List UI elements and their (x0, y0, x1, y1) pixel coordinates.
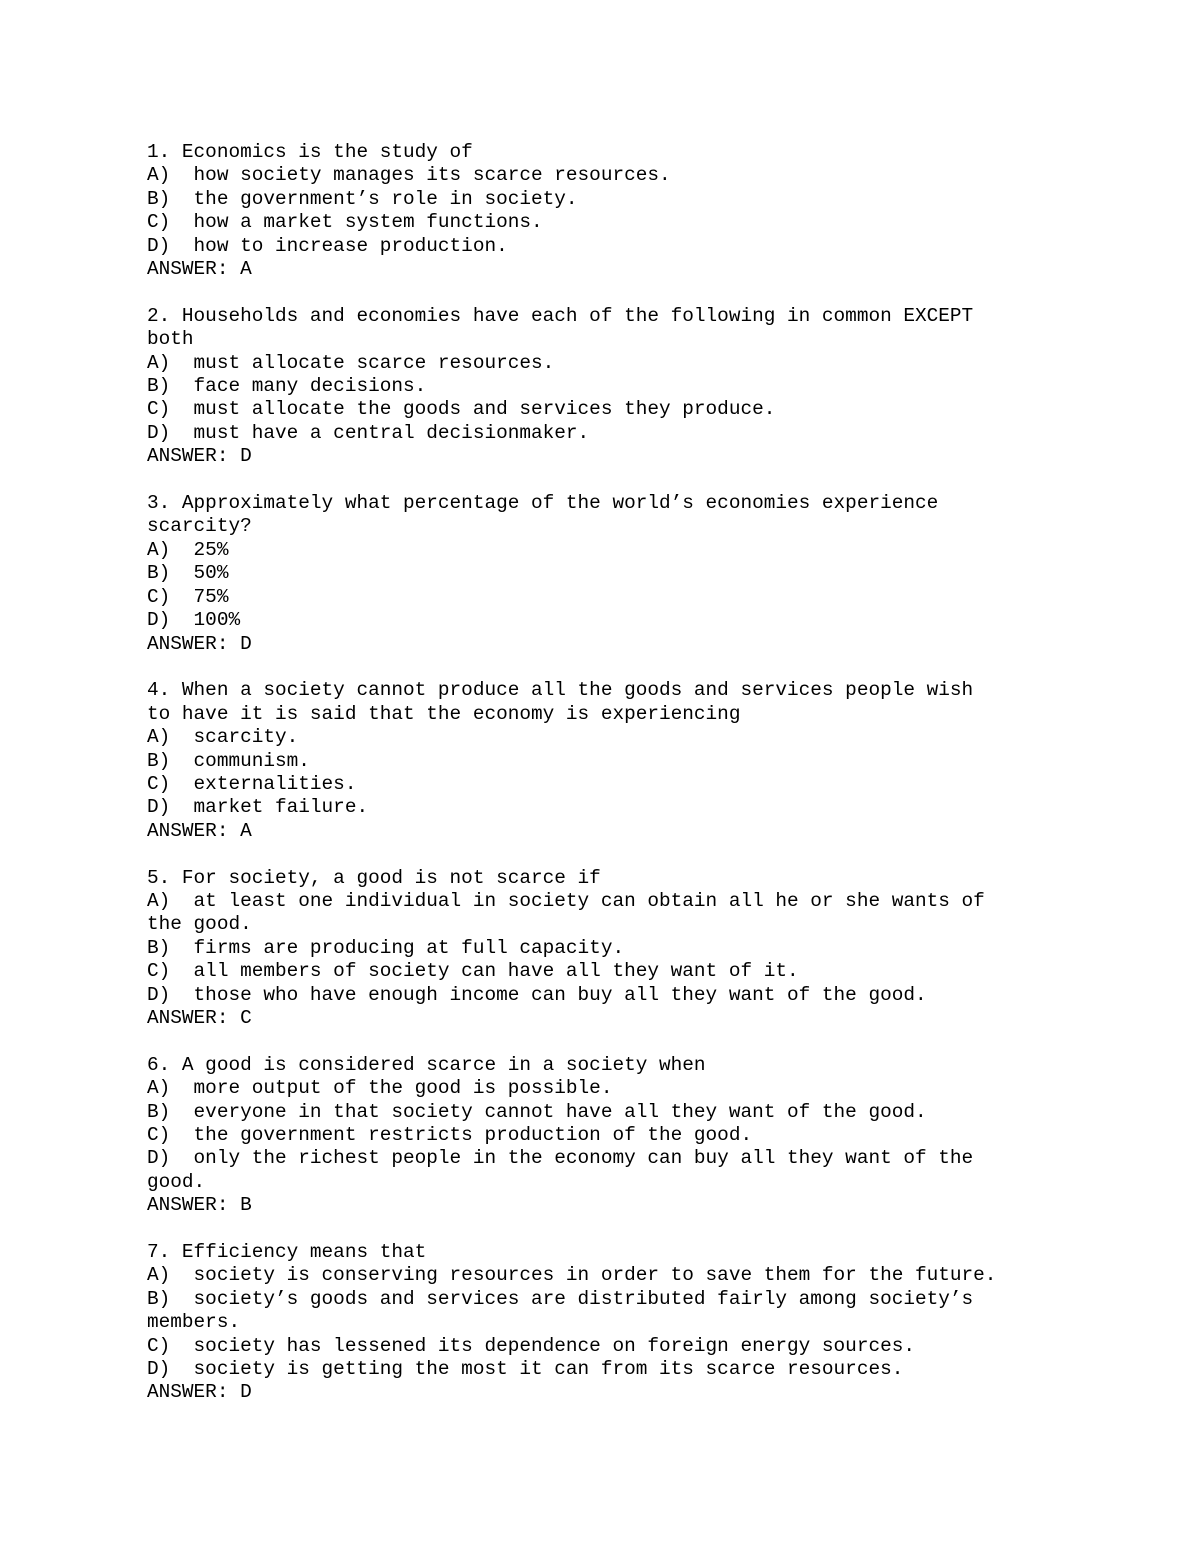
choice-d: D) market failure. (147, 796, 369, 819)
question-stem: 2. Households and economies have each of the following in common EXCEPT (147, 304, 974, 327)
question-6 (147, 1054, 1147, 1218)
choice-b: B) everyone in that society cannot have all they want of the good. (147, 1100, 927, 1123)
choice-a: A) scarcity. (147, 726, 299, 749)
choice-c: C) all members of society can have all they want of it. (147, 960, 799, 983)
answer-line: ANSWER: D (147, 632, 252, 655)
document-page (147, 141, 1147, 1428)
choice-b: B) the government’s role in society. (147, 187, 578, 210)
choice-b: B) society’s goods and services are distributed fairly among society’s (147, 1287, 974, 1310)
choice-a-continuation: the good. (147, 913, 252, 936)
choice-c: C) 75% (147, 585, 229, 608)
answer-line: ANSWER: A (147, 258, 252, 281)
choice-b-continuation: members. (147, 1311, 241, 1334)
question-stem: 3. Approximately what percentage of the world’s economies experience (147, 492, 939, 515)
answer-line: ANSWER: D (147, 445, 252, 468)
choice-d: D) how to increase production. (147, 234, 508, 257)
question-stem: 1. Economics is the study of (147, 141, 473, 163)
choice-a: A) at least one individual in society can obtain all he or she wants of (147, 889, 985, 912)
choice-c: C) must allocate the goods and services they produce. (147, 398, 776, 421)
question-3 (147, 492, 1147, 656)
choice-d: D) must have a central decisionmaker. (147, 421, 590, 444)
question-1 (147, 141, 1147, 281)
answer-line: ANSWER: A (147, 819, 252, 842)
question-stem: 7. Efficiency means that (147, 1241, 427, 1263)
question-stem-continuation: both (147, 328, 194, 351)
question-4 (147, 679, 1147, 843)
choice-c: C) society has lessened its dependence on foreign energy sources. (147, 1334, 915, 1357)
choice-a: A) must allocate scarce resources. (147, 351, 555, 374)
question-7 (147, 1241, 1147, 1405)
question-stem: 4. When a society cannot produce all the goods and services people wish (147, 679, 974, 702)
question-stem-continuation: scarcity? (147, 515, 252, 538)
choice-a: A) more output of the good is possible. (147, 1077, 613, 1100)
question-stem: 6. A good is considered scarce in a society when (147, 1053, 706, 1076)
choice-b: B) face many decisions. (147, 375, 427, 398)
choice-b: B) 50% (147, 562, 229, 585)
choice-d: D) 100% (147, 609, 241, 632)
question-stem-continuation: to have it is said that the economy is experiencing (147, 702, 741, 725)
choice-b: B) firms are producing at full capacity. (147, 936, 625, 959)
choice-c: C) externalities. (147, 772, 357, 795)
answer-line: ANSWER: C (147, 1006, 252, 1029)
choice-a: A) 25% (147, 538, 229, 561)
choice-d: D) society is getting the most it can from its scarce resources. (147, 1358, 904, 1381)
answer-line: ANSWER: D (147, 1381, 252, 1404)
choice-c: C) how a market system functions. (147, 211, 543, 234)
choice-d: D) only the richest people in the economy can buy all they want of the (147, 1147, 974, 1170)
question-5 (147, 867, 1147, 1031)
choice-b: B) communism. (147, 749, 310, 772)
question-stem: 5. For society, a good is not scarce if (147, 866, 601, 889)
choice-c: C) the government restricts production of the good. (147, 1123, 753, 1146)
answer-line: ANSWER: B (147, 1194, 252, 1217)
choice-d: D) those who have enough income can buy all they want of the good. (147, 983, 927, 1006)
choice-a: A) how society manages its scarce resources. (147, 164, 671, 187)
question-2 (147, 305, 1147, 469)
choice-a: A) society is conserving resources in order to save them for the future. (147, 1264, 997, 1287)
choice-d-continuation: good. (147, 1170, 206, 1193)
